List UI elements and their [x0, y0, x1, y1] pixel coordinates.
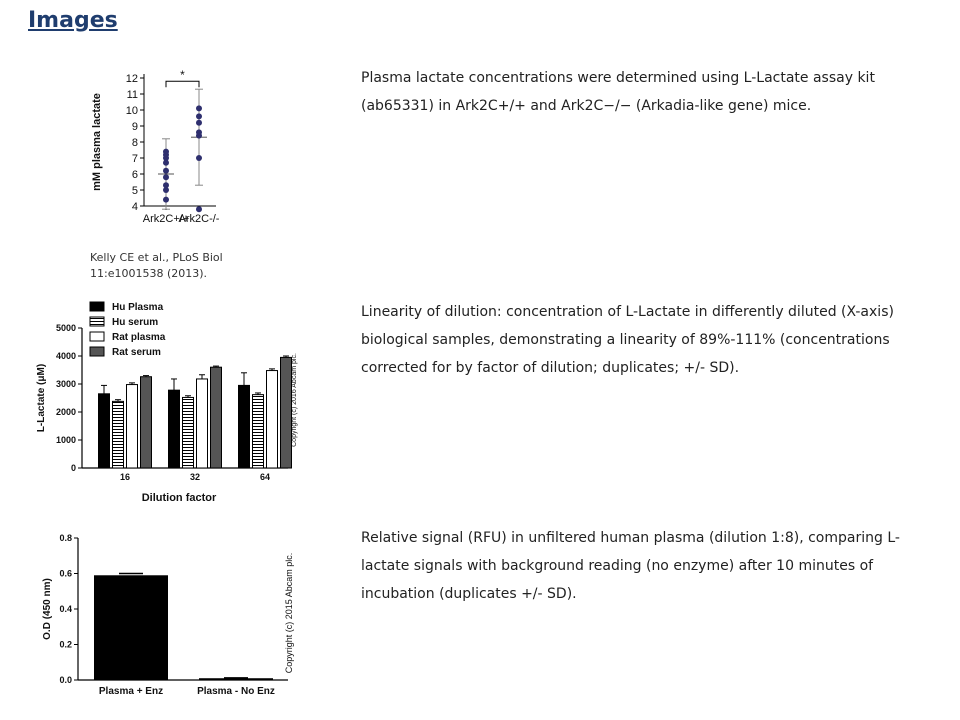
od-bar-chart: [30, 526, 300, 702]
y-tick-label: 10: [125, 105, 138, 117]
bar: [239, 385, 250, 468]
y-tick-label: 0.0: [59, 675, 72, 685]
y-tick-label: 0.8: [59, 533, 72, 543]
figure-citation: [90, 250, 223, 282]
x-tick-label: Ark2C+/+: [142, 213, 190, 225]
bar: [141, 377, 152, 468]
legend-label: Rat serum: [112, 347, 161, 358]
bar: [99, 394, 110, 468]
y-tick-label: 4: [131, 201, 138, 213]
y-axis-title: mM plasma lactate: [91, 93, 103, 191]
y-tick-label: 2000: [55, 407, 76, 417]
y-tick-label: 0.4: [59, 604, 72, 614]
bar: [281, 357, 292, 468]
y-tick-label: 0.2: [59, 639, 72, 650]
y-axis-title: L-Lactate (μM): [36, 363, 47, 433]
figure-caption-2: Linearity of dilution: concentration of L-Lactate in differently diluted (X-axis) biological samples, demonstrating a linearity of 89%-111% (concentrations corrected for by factor of dilution; duplicates; +/- SD).: [361, 304, 894, 376]
data-point: [196, 129, 202, 135]
x-tick-label: Plasma - No Enz: [197, 686, 275, 697]
data-point: [163, 149, 169, 155]
y-tick-label: 0.6: [59, 568, 72, 579]
y-tick-label: 11: [126, 89, 138, 101]
y-tick-label: 0: [70, 463, 76, 473]
legend-swatch: [90, 302, 104, 311]
lactate-scatter-chart: [76, 66, 236, 242]
y-tick-label: 7: [131, 153, 138, 165]
bar: [253, 395, 264, 468]
page-heading: Images: [28, 8, 118, 33]
bar: [94, 575, 168, 680]
x-axis-title: Dilution factor: [141, 492, 217, 504]
dilution-bar-chart: [30, 296, 300, 508]
data-point: [196, 155, 202, 161]
figure-caption-3: Relative signal (RFU) in unfiltered human plasma (dilution 1:8), comparing L-lactate signals with background reading (no enzyme) after 10 minutes of incubation (duplicates +/- SD).: [361, 530, 900, 602]
x-tick-label: 64: [259, 472, 271, 482]
bar: [211, 367, 222, 468]
y-tick-label: 5000: [55, 323, 76, 333]
bar: [183, 397, 194, 468]
bar: [267, 371, 278, 468]
y-tick-label: 3000: [55, 379, 76, 389]
y-tick-label: 1000: [55, 435, 76, 445]
legend-swatch: [90, 332, 104, 341]
x-tick-label: 16: [119, 472, 131, 482]
figure-caption-1: Plasma lactate concentrations were determined using L-Lactate assay kit (ab65331) in Ark2C+/+ and Ark2C−/− (Arkadia-like gene) mice.: [361, 70, 875, 114]
data-point: [163, 174, 169, 180]
bar: [127, 385, 138, 468]
citation-line-1: Kelly CE et al., PLoS Biol: [90, 251, 223, 264]
data-point: [196, 113, 202, 119]
y-tick-label: 4000: [55, 351, 76, 361]
bar: [197, 379, 208, 468]
legend-swatch: [90, 317, 104, 326]
data-point: [196, 206, 202, 212]
x-tick-label: Plasma + Enz: [98, 686, 164, 697]
y-tick-label: 9: [131, 121, 138, 133]
legend-label: Rat plasma: [112, 332, 166, 343]
copyright-text: Copyright (c) 2015 Abcam plc.: [284, 552, 294, 674]
data-point: [163, 182, 169, 188]
y-tick-label: 8: [131, 137, 138, 149]
y-tick-label: 6: [131, 169, 138, 181]
data-point: [196, 105, 202, 111]
data-point: [163, 197, 169, 203]
y-tick-label: 12: [125, 73, 138, 85]
legend-label: Hu Plasma: [112, 302, 164, 313]
y-axis-title: O.D (450 nm): [42, 578, 53, 640]
legend-label: Hu serum: [112, 317, 159, 328]
copyright-text: Copyright (c) 2016 Abcam plc.: [291, 353, 298, 447]
legend-swatch: [90, 347, 104, 356]
data-point: [163, 168, 169, 174]
x-tick-label: Ark2C-/-: [178, 213, 220, 225]
x-tick-label: 32: [189, 472, 201, 482]
bar: [113, 401, 124, 468]
y-tick-label: 5: [131, 185, 138, 197]
significance-label: *: [180, 68, 185, 83]
bar: [169, 390, 180, 468]
data-point: [196, 120, 202, 126]
citation-line-2: 11:e1001538 (2013).: [90, 267, 208, 280]
